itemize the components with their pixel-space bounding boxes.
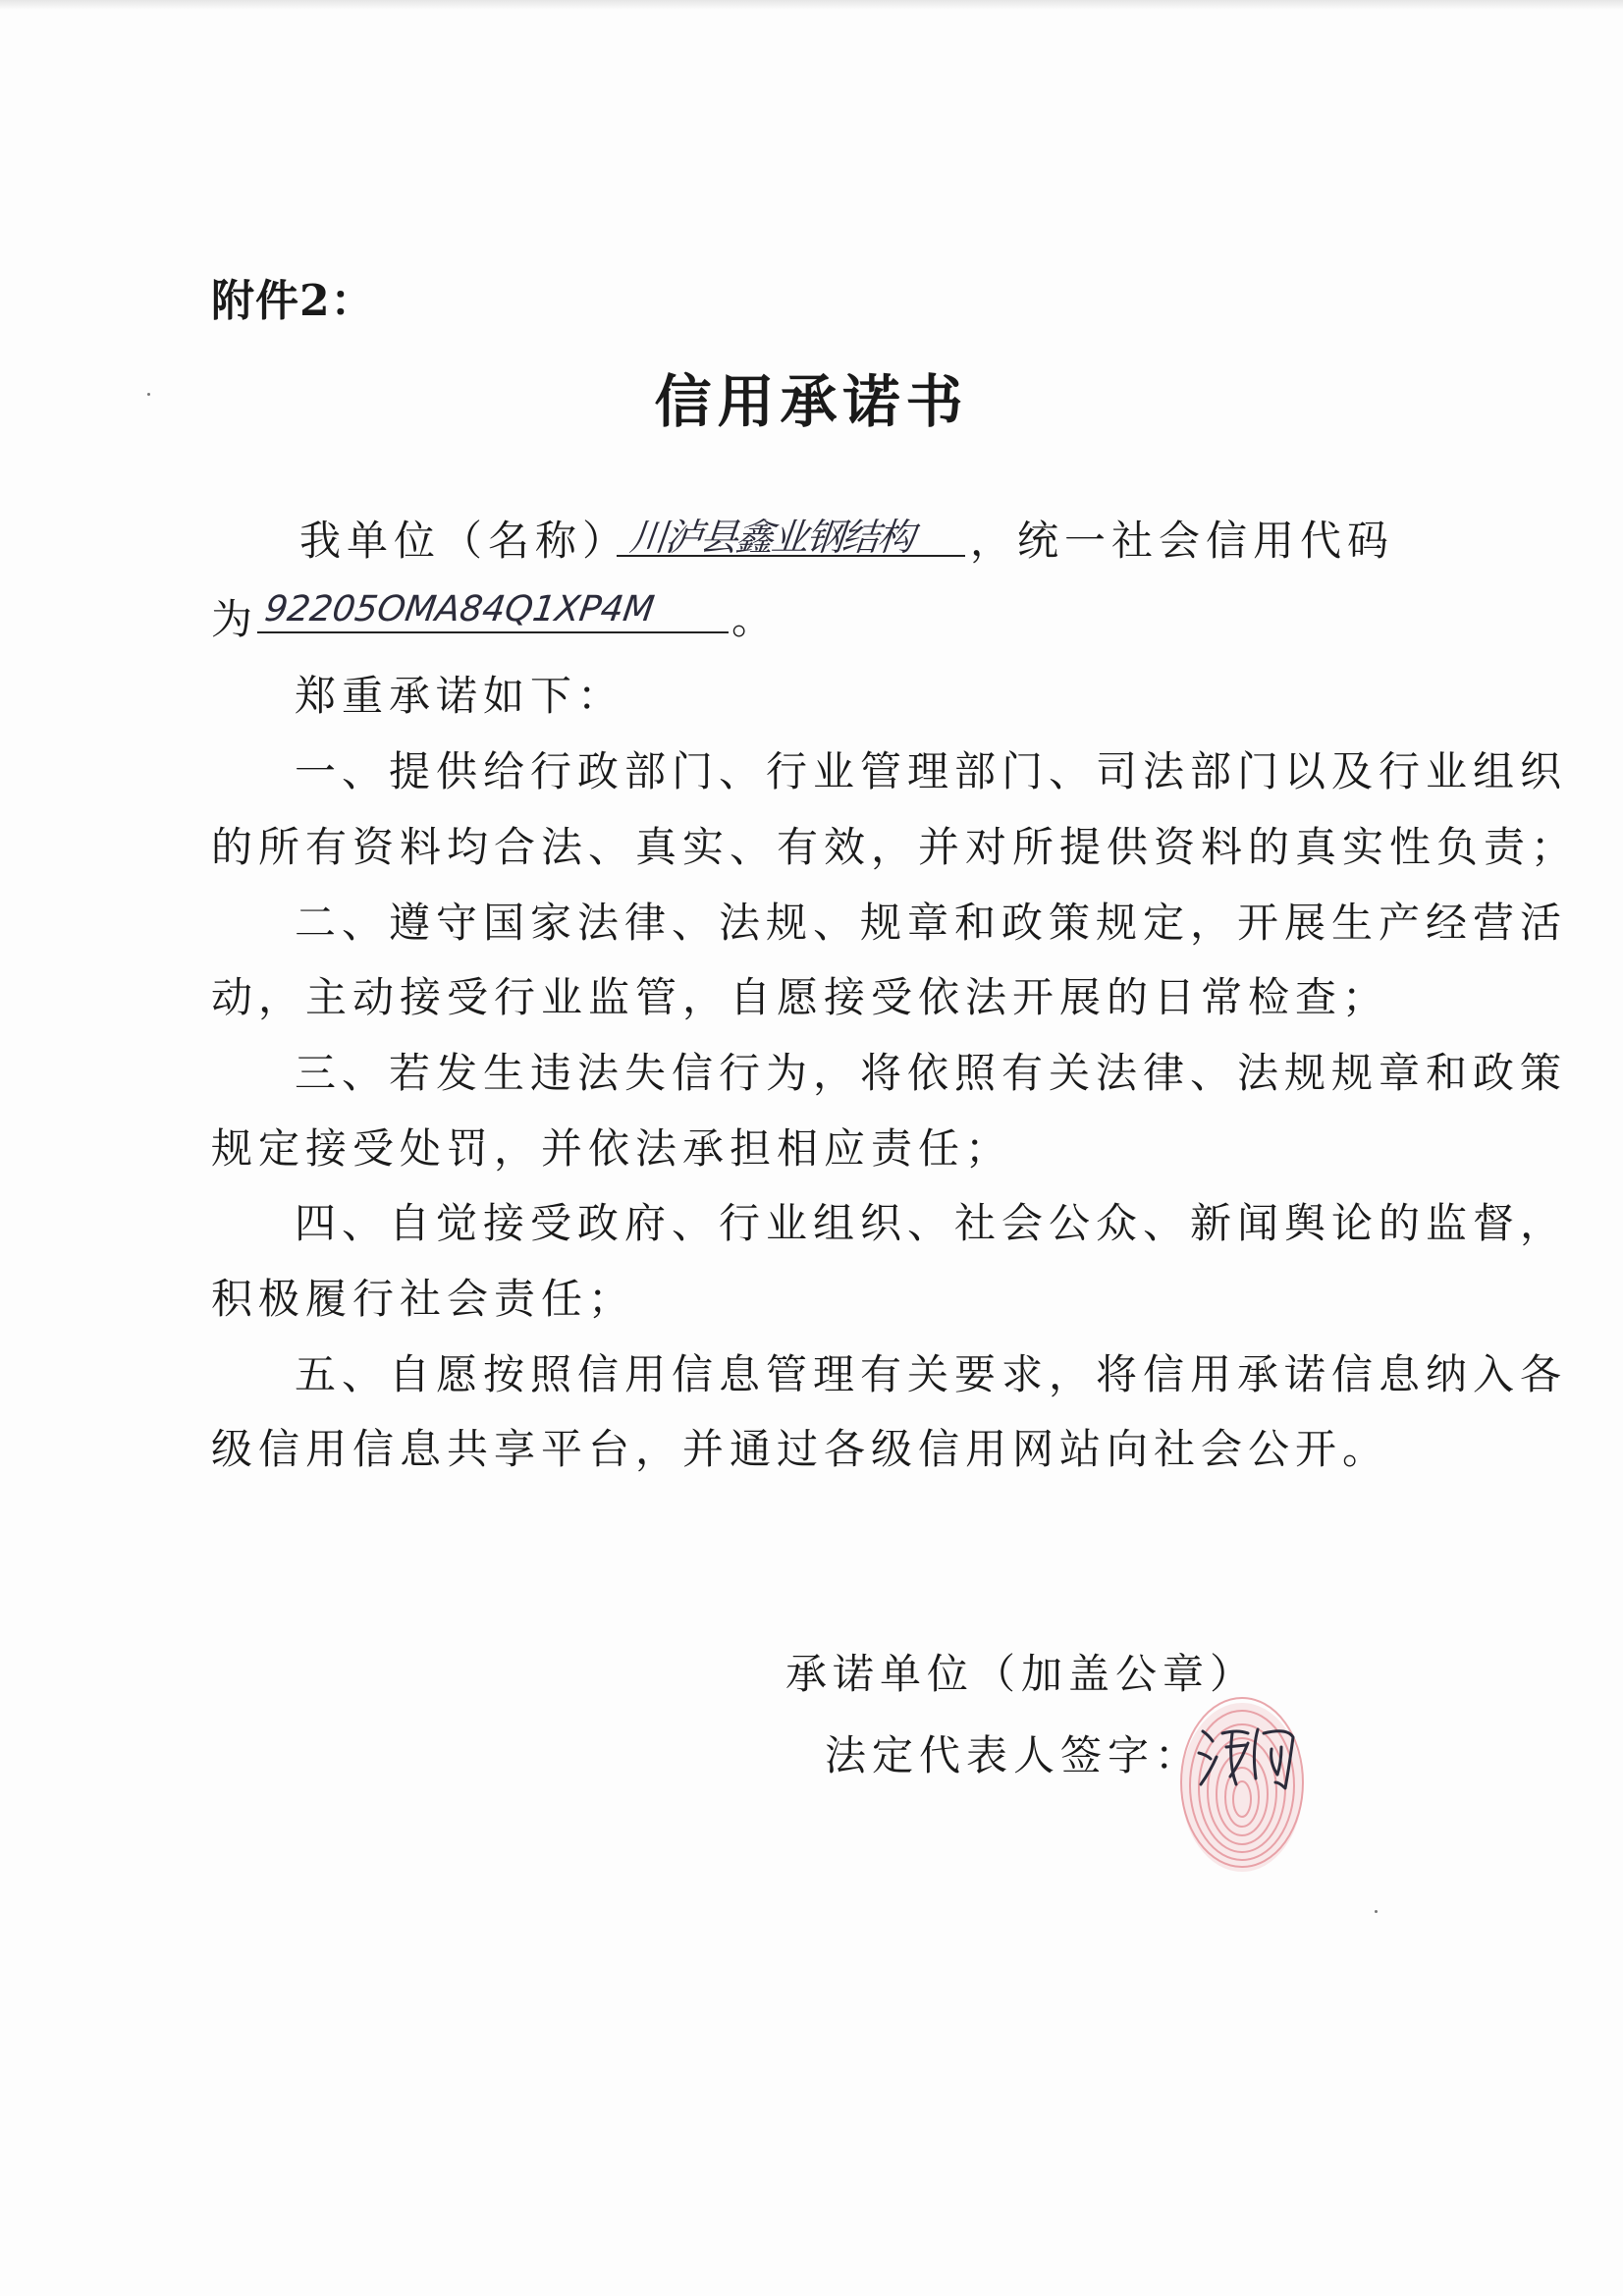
intro-suffix: ，统一社会信用代码 [970,517,1395,565]
unit-name-handwritten: 川泸县鑫业钢结构 [627,516,915,559]
scan-speck [1375,1910,1378,1913]
lead-text: 郑重承诺如下： [295,672,625,720]
clause-line: 四、自觉接受政府、行业组织、社会公众、新闻舆论的监督， [295,1199,1568,1247]
credit-code-handwritten: 92205OMA84Q1XP4M [262,589,657,629]
code-prefix: 为 [211,595,259,643]
clause-line: 积极履行社会责任； [211,1275,636,1323]
clause-line: 的所有资料均合法、真实、有效，并对所提供资料的真实性负责； [211,823,1579,871]
clause-line: 三、若发生违法失信行为，将依照有关法律、法规规章和政策 [295,1049,1568,1097]
clause-line: 规定接受处罚，并依法承担相应责任； [211,1124,1013,1173]
scan-speck [147,393,150,396]
legal-rep-signature [1193,1714,1311,1802]
clause-line: 级信用信息共享平台，并通过各级信用网站向社会公开。 [211,1425,1390,1473]
code-suffix: 。 [731,595,780,643]
scan-edge [0,0,1623,10]
clause-line: 二、遵守国家法律、法规、规章和政策规定，开展生产经营活 [295,899,1568,947]
legal-rep-label: 法定代表人签字： [825,1731,1203,1779]
credit-code-blank [257,631,729,633]
attachment-label: 附件2： [211,276,375,326]
clause-line: 五、自愿按照信用信息管理有关要求，将信用承诺信息纳入各 [295,1350,1568,1398]
intro-prefix: 我单位（名称） [299,517,630,565]
document-title: 信用承诺书 [654,368,969,435]
clause-line: 一、提供给行政部门、行业管理部门、司法部门以及行业组织 [295,747,1568,795]
promising-unit-label: 承诺单位（加盖公章） [785,1650,1258,1698]
clause-line: 动，主动接受行业监管，自愿接受依法开展的日常检查； [211,973,1390,1021]
